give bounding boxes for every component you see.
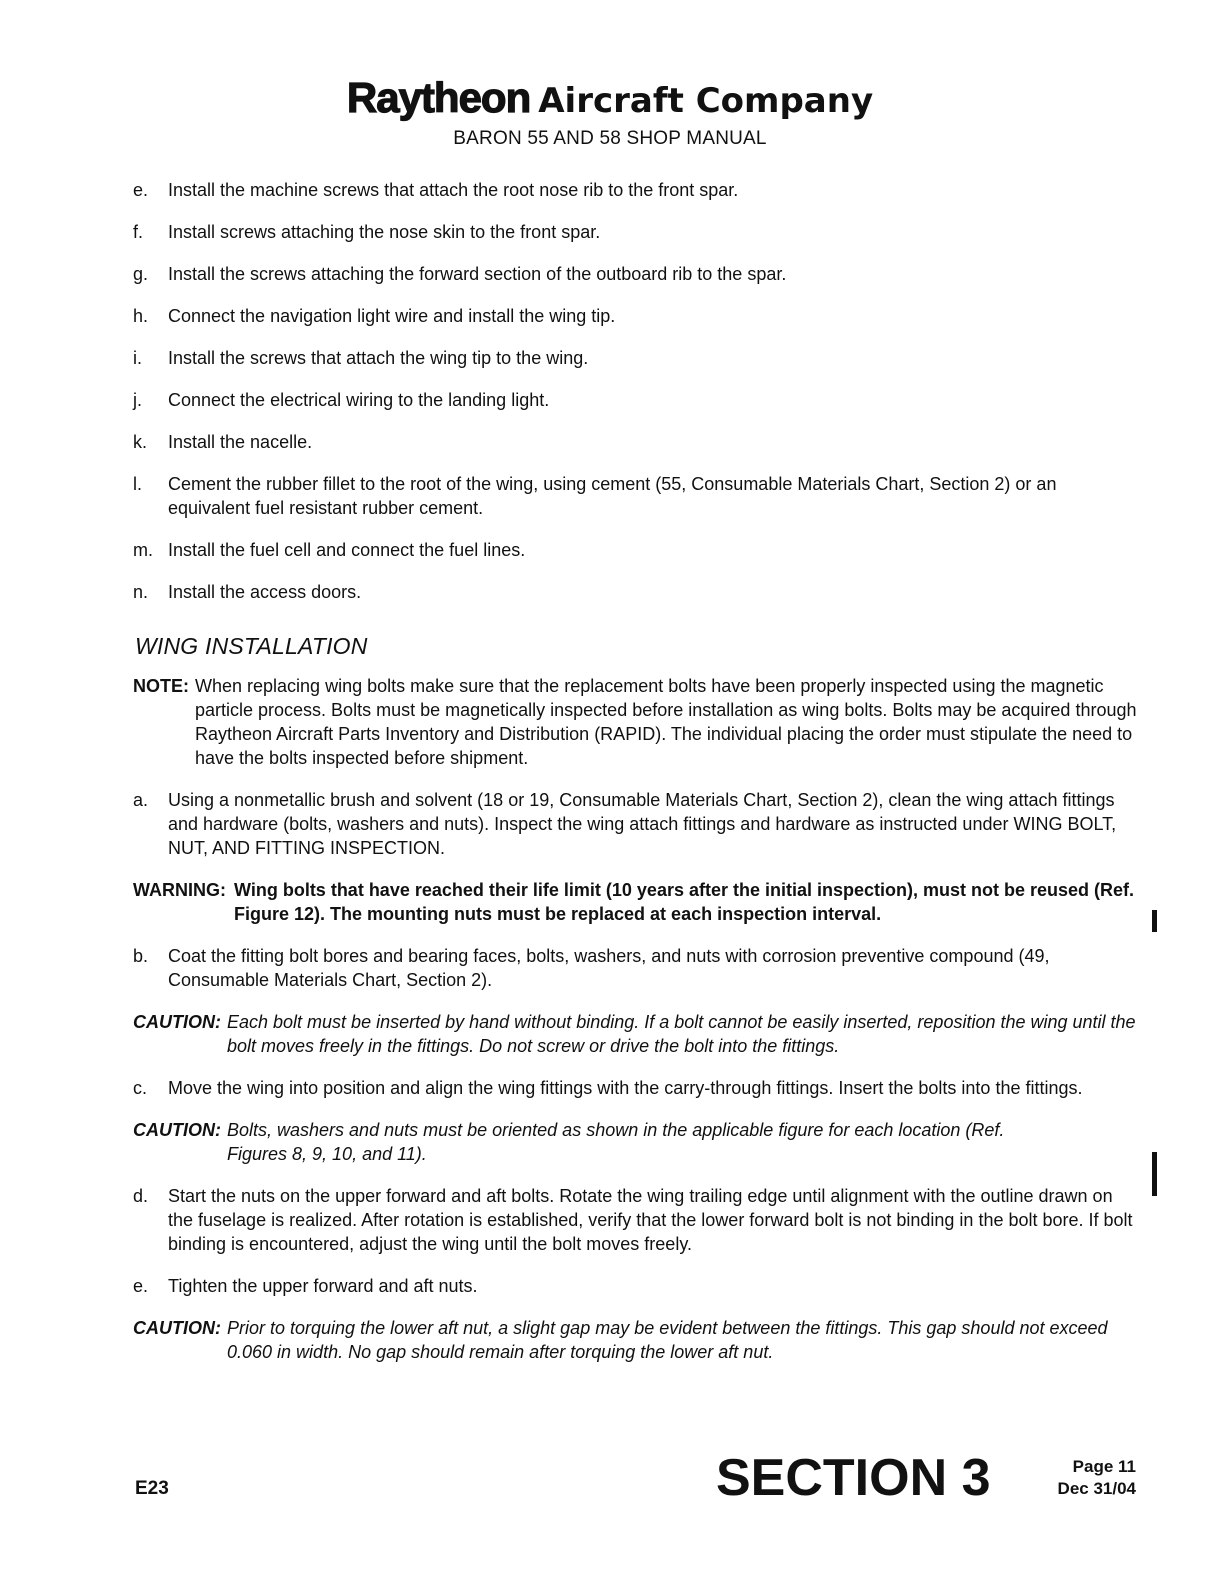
step-letter: h. [133, 306, 149, 326]
step-letter: k. [133, 432, 148, 452]
step-text: Connect the navigation light wire and install the wing tip. [168, 306, 616, 326]
step-text: Cement the rubber fillet to the root of the wing, using cement (55, Consumable Materials Chart, Section 2) or an equivalent fuel resistant rubber cement. [168, 474, 1057, 518]
step-letter: n. [133, 582, 149, 602]
step-text: Install the screws that attach the wing tip to the wing. [168, 348, 589, 368]
step-text: Install the access doors. [168, 582, 362, 602]
step-m [133, 538, 1138, 562]
revision-change-bar [1152, 1152, 1157, 1196]
step-letter: c. [133, 1078, 148, 1098]
brand-logo [347, 74, 873, 122]
step-letter: d. [133, 1186, 149, 1206]
step-g [133, 262, 1138, 286]
manual-title: BARON 55 AND 58 SHOP MANUAL [453, 128, 767, 149]
step-letter: b. [133, 946, 149, 966]
step-text: Start the nuts on the upper forward and aft bolts. Rotate the wing trailing edge until alignment with the outline drawn on the fuselage is realized. After rotation is established, verify that the lower forward bolt is not binding in the bolt bore. If bolt binding is encountered, adjust the wing until the bolt moves freely. [168, 1186, 1133, 1254]
caution-block-2 [133, 1118, 1138, 1166]
caution-label: CAUTION: [133, 1318, 221, 1338]
page-header [0, 74, 1220, 150]
caution-label: CAUTION: [133, 1012, 221, 1032]
footer-date: Dec 31/04 [1057, 1479, 1136, 1498]
step-letter: i. [133, 348, 142, 368]
step-text: Move the wing into position and align the wing fittings with the carry-through fittings. Insert the bolts into the fittings. [168, 1078, 1083, 1098]
company-name: Aircraft Company [538, 81, 874, 121]
warning-label: WARNING: [133, 880, 226, 900]
step-text: Install the screws attaching the forward section of the outboard rib to the spar. [168, 264, 787, 284]
step-letter: m. [133, 540, 153, 560]
note-block [133, 674, 1138, 770]
step-c [133, 1076, 1138, 1100]
step-e-top [133, 178, 1138, 202]
step-letter: g. [133, 264, 149, 284]
footer-section-title: SECTION 3 [716, 1449, 991, 1507]
step-letter: j. [133, 390, 142, 410]
warning-block [133, 878, 1138, 926]
step-a [133, 788, 1138, 860]
step-letter: f. [133, 222, 144, 242]
step-letter: e. [133, 1276, 149, 1296]
page-content [133, 178, 1138, 1382]
raytheon-logo-text: Raytheon [346, 74, 531, 121]
note-label: NOTE: [133, 676, 189, 696]
footer-page-info [1040, 1456, 1136, 1500]
step-text: Install the nacelle. [168, 432, 313, 452]
step-letter: a. [133, 790, 149, 810]
footer-page-number: Page 11 [1072, 1457, 1136, 1476]
note-text: When replacing wing bolts make sure that the replacement bolts have been properly inspected using the magnetic particle process. Bolts must be magnetically inspected before installation as wing bolts. Bolts may be acquired through Raytheon Aircraft Parts Inventory and Distribution (RAPID). The individual placing the order must stipulate the need to have the bolts inspected before shipment. [195, 676, 1137, 768]
step-f [133, 220, 1138, 244]
step-text: Install the fuel cell and connect the fuel lines. [168, 540, 526, 560]
step-letter: e. [133, 180, 149, 200]
step-text: Install the machine screws that attach the root nose rib to the front spar. [168, 180, 739, 200]
step-i [133, 346, 1138, 370]
step-j [133, 388, 1138, 412]
step-letter: l. [133, 474, 142, 494]
revision-change-bar [1152, 910, 1157, 932]
step-e-bottom [133, 1274, 1138, 1298]
step-k [133, 430, 1138, 454]
caution-text: Each bolt must be inserted by hand without binding. If a bolt cannot be easily inserted, reposition the wing until the bolt moves freely in the fittings. Do not screw or drive the bolt into the fittings. [227, 1012, 1136, 1056]
step-d [133, 1184, 1138, 1256]
caution-text: Bolts, washers and nuts must be oriented as shown in the applicable figure for each location (Ref. Figures 8, 9, 10, and 11). [227, 1120, 1005, 1164]
step-h [133, 304, 1138, 328]
step-n [133, 580, 1138, 604]
caution-block-1 [133, 1010, 1138, 1058]
step-text: Tighten the upper forward and aft nuts. [168, 1276, 478, 1296]
section-heading-wing-installation: WING INSTALLATION [135, 633, 368, 659]
step-text: Install screws attaching the nose skin to the front spar. [168, 222, 601, 242]
warning-text: Wing bolts that have reached their life limit (10 years after the initial inspection), must not be reused (Ref. Figure 12). The mounting nuts must be replaced at each inspection interval. [234, 880, 1135, 924]
step-b [133, 944, 1138, 992]
caution-block-3 [133, 1316, 1138, 1364]
step-text: Connect the electrical wiring to the landing light. [168, 390, 550, 410]
footer-code: E23 [135, 1478, 169, 1499]
step-text: Using a nonmetallic brush and solvent (18 or 19, Consumable Materials Chart, Section 2), clean the wing attach fittings and hardware (bolts, washers and nuts). Inspect the wing attach fittings and hardware as instructed under WING BOLT, NUT, AND FITTING INSPECTION. [168, 790, 1117, 858]
step-l [133, 472, 1138, 520]
caution-text: Prior to torquing the lower aft nut, a slight gap may be evident between the fittings. This gap should not exceed 0.060 in width. No gap should remain after torquing the lower aft nut. [227, 1318, 1108, 1362]
step-text: Coat the fitting bolt bores and bearing faces, bolts, washers, and nuts with corrosion preventive compound (49, Consumable Materials Chart, Section 2). [168, 946, 1050, 990]
caution-label: CAUTION: [133, 1120, 221, 1140]
